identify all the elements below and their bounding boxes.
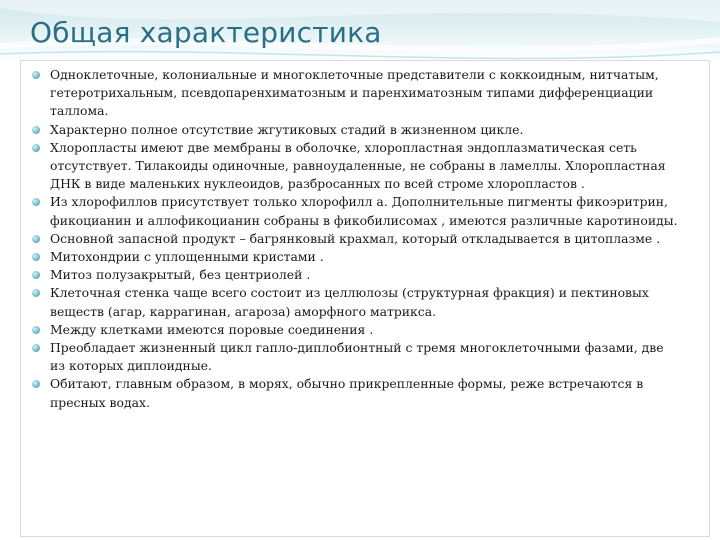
bullet-icon	[32, 344, 40, 352]
bullet-icon	[32, 71, 40, 79]
list-item	[32, 375, 682, 411]
list-item	[32, 284, 682, 320]
bullet-icon	[32, 253, 40, 261]
bullet-text: Преобладает жизненный цикл гапло-диплобионтный с тремя многоклеточными фазами, две из которых диплоидные.	[50, 340, 664, 374]
bullet-text: Клеточная стенка чаще всего состоит из целлюлозы (структурная фракция) и пектиновых веществ (агар, каррагинан, агароза) аморфного матрикса.	[50, 285, 649, 319]
list-item	[32, 121, 682, 139]
bullet-icon	[32, 126, 40, 134]
list-item	[32, 193, 682, 229]
bullet-text: Хлоропласты имеют две мембраны в оболочке, хлоропластная эндоплазматическая сеть отсутствует. Тилакоиды одиночные, равноудаленные, не собраны в ламеллы. Хлоропластная ДНК в виде маленьких нуклеоидов, разбросанных по всей строме хлоропластов .	[50, 139, 666, 192]
bullet-text: Митохондрии с уплощенными кристами .	[50, 249, 324, 265]
list-item	[32, 139, 682, 194]
bullet-icon	[32, 326, 40, 334]
bullet-icon	[32, 380, 40, 388]
bullet-icon	[32, 144, 40, 152]
bullet-text: Из хлорофиллов присутствует только хлорофилл а. Дополнительные пигменты фикоэритрин, фикоцианин и аллофикоцианин собраны в фикобилисомах , имеются различные каротиноиды.	[50, 194, 678, 228]
list-item	[32, 321, 682, 339]
bullet-text: Обитают, главным образом, в морях, обычно прикрепленные формы, реже встречаются в пресных водах.	[50, 376, 644, 410]
bullet-text: Характерно полное отсутствие жгутиковых стадий в жизненном цикле.	[50, 121, 524, 137]
list-item	[32, 339, 682, 375]
list-item	[32, 248, 682, 266]
bullet-text: Одноклеточные, колониальные и многоклеточные представители с коккоидным, нитчатым, гетеротрихальным, псевдопаренхиматозным и паренхиматозным типами дифференциации таллома.	[50, 67, 659, 119]
slide-title: Общая характеристика	[30, 16, 382, 49]
list-item	[32, 230, 682, 248]
bullet-icon	[32, 198, 40, 206]
bullet-icon	[32, 271, 40, 279]
bullet-list	[32, 66, 682, 412]
bullet-text: Основной запасной продукт – багрянковый крахмал, который откладывается в цитоплазме .	[50, 230, 661, 246]
bullet-icon	[32, 235, 40, 243]
bullet-icon	[32, 289, 40, 297]
bullet-text: Между клетками имеются поровые соединения .	[50, 321, 374, 337]
list-item	[32, 66, 682, 121]
list-item	[32, 266, 682, 284]
bullet-text: Митоз полузакрытый, без центриолей .	[50, 267, 311, 283]
